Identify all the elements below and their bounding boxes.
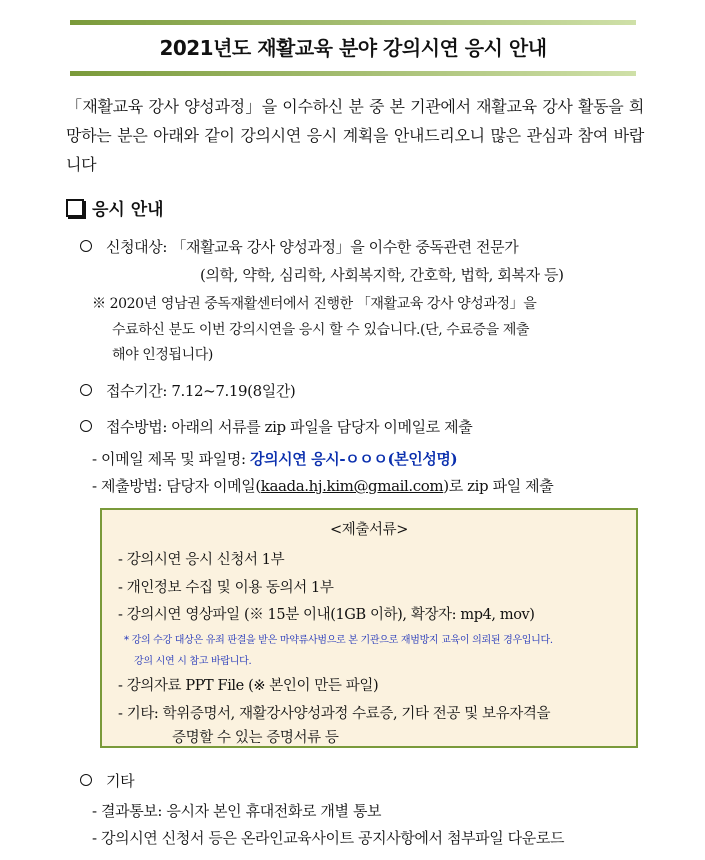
document-item-5a: - 기타: 학위증명서, 재활강사양성과정 수료증, 기타 전공 및 보유자격을 (118, 706, 551, 722)
submit-prefix: - 제출방법: 담당자 이메일( (92, 477, 261, 495)
circle-bullet-icon (80, 384, 92, 396)
document-item-2: - 개인정보 수집 및 이용 동의서 1부 (118, 580, 334, 596)
target-note-line-2: 수료하신 분도 이번 강의시연을 응시 할 수 있습니다.(단, 수료증을 제출 (112, 322, 530, 338)
other-label: 기타 (106, 772, 135, 790)
email-subject-line (92, 448, 457, 469)
title-banner (70, 20, 636, 76)
method-label: 접수방법: 아래의 서류를 zip 파일을 담당자 이메일로 제출 (106, 418, 473, 436)
title-rule-bottom (70, 71, 636, 76)
submit-method-line (92, 475, 553, 496)
circle-bullet-icon (80, 240, 92, 252)
period-text: 접수기간: 7.12~7.19(8일간) (106, 382, 296, 400)
section-title: 응시 안내 (92, 200, 164, 220)
documents-header: <제출서류> (330, 522, 408, 538)
document-item-3: - 강의시연 영상파일 (※ 15분 이내(1GB 이하), 확장자: mp4, mov) (118, 607, 535, 623)
document-note-2: 강의 시연 시 참고 바랍니다. (134, 656, 252, 667)
circle-bullet-icon (80, 420, 92, 432)
section-heading (66, 195, 164, 220)
other-item-2: - 강의시연 신청서 등은 온라인교육사이트 공지사항에서 첨부파일 다운로드 (92, 829, 565, 847)
submit-email-link[interactable]: kaada.hj.kim@gmail.com (260, 477, 444, 495)
document-item-4: - 강의자료 PPT File (※ 본인이 만든 파일) (118, 678, 379, 694)
document-item-1: - 강의시연 응시 신청서 1부 (118, 552, 285, 568)
target-line (80, 236, 518, 257)
circle-bullet-icon (80, 774, 92, 786)
method-line (80, 416, 472, 437)
page-title: 2021년도 재활교육 분야 강의시연 응시 안내 (159, 36, 547, 60)
target-note-line-3: 해야 인정됩니다) (112, 347, 213, 363)
document-item-5b: 증명할 수 있는 증명서류 등 (172, 730, 339, 746)
submit-suffix: )로 zip 파일 제출 (443, 477, 554, 495)
email-subject-label: - 이메일 제목 및 파일명: (92, 450, 250, 468)
period-line (80, 380, 295, 401)
document-note-1: * 강의 수강 대상은 유죄 판결을 받은 마약류사범으로 본 기관으로 재범방지 교육이 의뢰된 경우입니다. (124, 635, 553, 646)
documents-box (100, 508, 638, 748)
target-fields: (의학, 약학, 심리학, 사회복지학, 간호학, 법학, 회복자 등) (200, 266, 564, 284)
checkbox-square-icon (66, 199, 84, 217)
target-label: 신청대상: 「재활교육 강사 양성과정」을 이수한 중독관련 전문가 (106, 238, 519, 256)
other-item-1: - 결과통보: 응시자 본인 휴대전화로 개별 통보 (92, 802, 382, 820)
email-subject-value: 강의시연 응시-ㅇㅇㅇ(본인성명) (249, 450, 458, 468)
other-line (80, 770, 134, 791)
intro-paragraph: 「재활교육 강사 양성과정」을 이수하신 분 중 본 기관에서 재활교육 강사 활동을 희망하는 분은 아래와 같이 강의시연 응시 계획을 안내드리오니 많은 관심과 참여 바랍니다 (66, 97, 644, 174)
target-note-line-1: ※ 2020년 영남권 중독재활센터에서 진행한 「재활교육 강사 양성과정」을 (92, 296, 537, 312)
